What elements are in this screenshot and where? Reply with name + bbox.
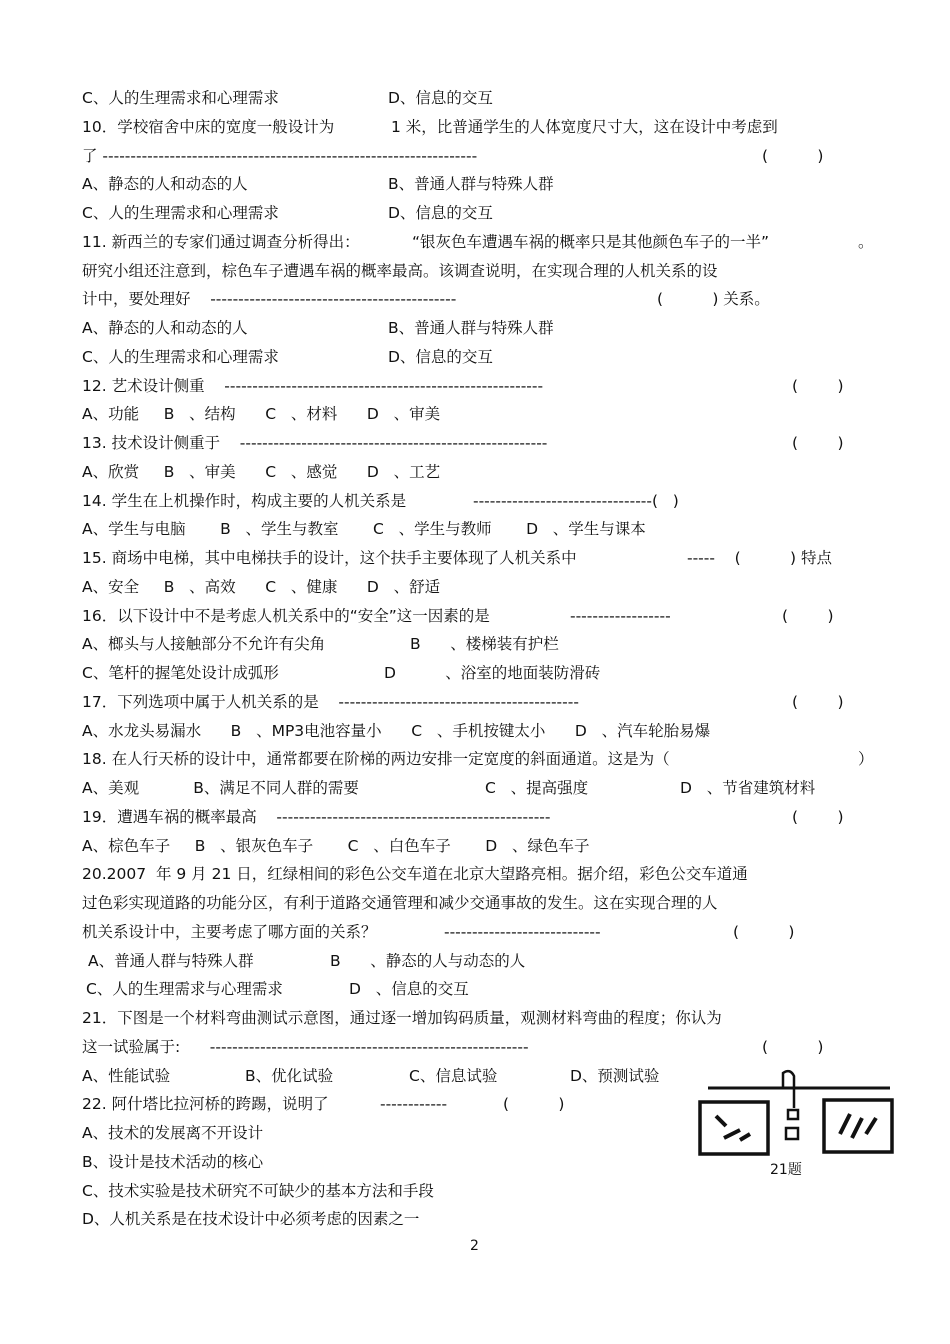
- text-line-24-part-1: 18. 在人行天桥的设计中，通常都要在阶梯的两边安排一定宽度的斜面通道。这是为（: [82, 750, 670, 769]
- text-line-18-part-1: A、安全 B 、高效 C 、健康 D 、舒适: [82, 577, 441, 596]
- text-line-11-part-1: 12. 艺术设计侧重 ---------------------------------------------------------: [82, 376, 544, 395]
- text-line-8-part-1: 计中，要处理好 --------------------------------------------: [82, 290, 457, 309]
- text-line-20-part-1: A、榔头与人接触部分不允许有尖角: [82, 635, 326, 654]
- text-line-25-part-1: A、美观 B、满足不同人群的需要: [82, 779, 359, 797]
- text-line-25-part-3: D 、节省建筑材料: [680, 779, 816, 797]
- text-line-4-part-1: A、静态的人和动态的人: [82, 175, 248, 194]
- text-line-28-part-1: 20.2007 年 9 月 21 日，红绿相间的彩色公交车道在北京大望路亮相。据介绍，彩色公交车道通: [82, 865, 748, 884]
- text-line-6-part-1: 11. 新西兰的专家们通过调查分析得出：: [82, 232, 360, 251]
- text-line-30-part-3: ( ): [733, 922, 795, 941]
- text-line-31-part-1: A、普通人群与特殊人群: [88, 951, 254, 970]
- text-line-21-part-1: C、笔杆的握笔处设计成弧形: [82, 664, 279, 682]
- text-line-9-part-1: A、静态的人和动态的人: [82, 319, 248, 337]
- text-line-35-part-4: D、预测试验: [570, 1066, 660, 1085]
- text-line-22-part-2: ( ): [792, 692, 844, 711]
- text-line-17-part-1: 15. 商场中电梯，其中电梯扶手的设计，这个扶手主要体现了人机关系中: [82, 549, 577, 567]
- text-line-1-part-2: D、信息的交互: [388, 89, 493, 107]
- text-line-26-part-1: 19．遭遇车祸的概率最高 -------------------------------------------------: [82, 807, 551, 826]
- text-line-10-part-2: D、信息的交互: [388, 347, 493, 366]
- text-line-15-part-1: 14. 学生在上机操作时，构成主要的人机关系是: [82, 491, 407, 510]
- text-line-19-part-1: 16．以下设计中不是考虑人机关系中的“安全”这一因素的是: [82, 606, 490, 625]
- text-line-37-part-1: A、技术的发展离不开设计: [82, 1124, 264, 1142]
- text-line-12-part-1: A、功能 B 、结构 C 、材料 D 、审美: [82, 405, 441, 424]
- bending-test-figure: [690, 1068, 902, 1180]
- text-line-2-part-1: 10．学校宿舍中床的宽度一般设计为: [82, 117, 335, 136]
- text-line-33-part-1: 21．下图是一个材料弯曲测试示意图，通过逐一增加钩码质量，观测材料弯曲的程度；你认为: [82, 1009, 722, 1027]
- hook-weight-1: [788, 1110, 798, 1119]
- right-material-sample: [840, 1114, 876, 1138]
- text-line-34-part-1: 这一试验属于: ---------------------------------------------------------: [82, 1037, 529, 1056]
- text-line-23-part-1: A、水龙头易漏水 B 、MP3电池容量小 C 、手机按键太小 D 、汽车轮胎易爆: [82, 721, 711, 740]
- text-line-1-part-1: C、人的生理需求和心理需求: [82, 89, 279, 107]
- text-line-11-part-2: ( ): [792, 376, 844, 395]
- text-line-30-part-2: ----------------------------: [444, 922, 601, 941]
- figure-caption: 21题: [770, 1162, 802, 1178]
- left-support-box: [700, 1102, 768, 1154]
- text-line-39-part-1: C、技术实验是技术研究不可缺少的基本方法和手段: [82, 1181, 434, 1200]
- text-line-2-part-2: 1 米，比普通学生的人体宽度尺寸大，这在设计中考虑到: [391, 117, 778, 136]
- text-line-36-part-2: ------------: [380, 1095, 448, 1114]
- text-line-36-part-3: ( ): [503, 1095, 565, 1114]
- text-line-25-part-2: C 、提高强度: [485, 779, 589, 797]
- left-material-sample: [716, 1116, 750, 1140]
- text-line-40-part-1: D、人机关系是在技术设计中必须考虑的因素之一: [82, 1210, 420, 1229]
- text-line-9-part-2: B、普通人群与特殊人群: [388, 319, 554, 337]
- text-line-17-part-2: ----- ( ) 特点: [687, 549, 832, 567]
- text-line-19-part-2: ------------------: [570, 606, 671, 625]
- weight-hook: [783, 1071, 794, 1108]
- text-line-13-part-1: 13. 技术设计侧重于 -------------------------------------------------------: [82, 434, 548, 452]
- text-line-32-part-2: D 、信息的交互: [349, 980, 469, 999]
- text-line-13-part-2: ( ): [792, 434, 844, 452]
- text-line-21-part-2: D 、浴室的地面装防滑砖: [384, 664, 601, 682]
- text-line-36-part-1: 22. 阿什塔比拉河桥的跨踢，说明了: [82, 1095, 329, 1114]
- text-line-34-part-2: ( ): [762, 1037, 824, 1056]
- text-line-32-part-1: C、人的生理需求与心理需求: [86, 980, 283, 999]
- text-line-8-part-2: ( ) 关系。: [657, 290, 770, 309]
- text-line-35-part-3: C、信息试验: [409, 1066, 498, 1085]
- text-line-29-part-1: 过色彩实现道路的功能分区，有利于道路交通管理和减少交通事故的发生。这在实现合理的人: [82, 894, 718, 912]
- text-line-3-part-2: ( ): [762, 146, 824, 165]
- text-line-6-part-3: 。: [858, 232, 874, 251]
- page-number: 2: [470, 1238, 479, 1254]
- hook-weight-2: [786, 1128, 798, 1139]
- text-line-5-part-1: C、人的生理需求和心理需求: [82, 204, 279, 222]
- text-line-4-part-2: B、普通人群与特殊人群: [388, 175, 554, 194]
- text-line-35-part-1: A、性能试验: [82, 1066, 171, 1085]
- text-line-6-part-2: “银灰色车遭遇车祸的概率只是其他颜色车子的一半”: [412, 232, 770, 251]
- text-line-19-part-3: ( ): [782, 606, 834, 625]
- text-line-26-part-2: ( ): [792, 807, 844, 826]
- text-line-31-part-2: B 、静态的人与动态的人: [330, 951, 526, 970]
- text-line-5-part-2: D、信息的交互: [388, 204, 493, 222]
- text-line-3-part-1: 了 -------------------------------------------------------------------: [82, 146, 478, 165]
- text-line-14-part-1: A、欣赏 B 、审美 C 、感觉 D 、工艺: [82, 462, 441, 481]
- text-line-27-part-1: A、棕色车子 B 、银灰色车子 C 、白色车子 D 、绿色车子: [82, 836, 590, 855]
- text-line-30-part-1: 机关系设计中，主要考虑了哪方面的关系？: [82, 922, 377, 941]
- text-line-22-part-1: 17．下列选项中属于人机关系的是 -------------------------------------------: [82, 692, 579, 711]
- text-line-20-part-2: B 、楼梯装有护栏: [410, 635, 559, 654]
- text-line-24-part-2: ）: [858, 750, 874, 769]
- text-line-10-part-1: C、人的生理需求和心理需求: [82, 347, 279, 366]
- text-line-38-part-1: B、设计是技术活动的核心: [82, 1152, 264, 1171]
- text-line-15-part-2: --------------------------------( ): [473, 491, 679, 510]
- text-line-7-part-1: 研究小组还注意到，棕色车子遭遇车祸的概率最高。该调查说明，在实现合理的人机关系的设: [82, 261, 718, 280]
- text-line-16-part-1: A、学生与电脑 B 、学生与教室 C 、学生与教师 D 、学生与课本: [82, 520, 646, 539]
- text-line-35-part-2: B、优化试验: [245, 1066, 334, 1085]
